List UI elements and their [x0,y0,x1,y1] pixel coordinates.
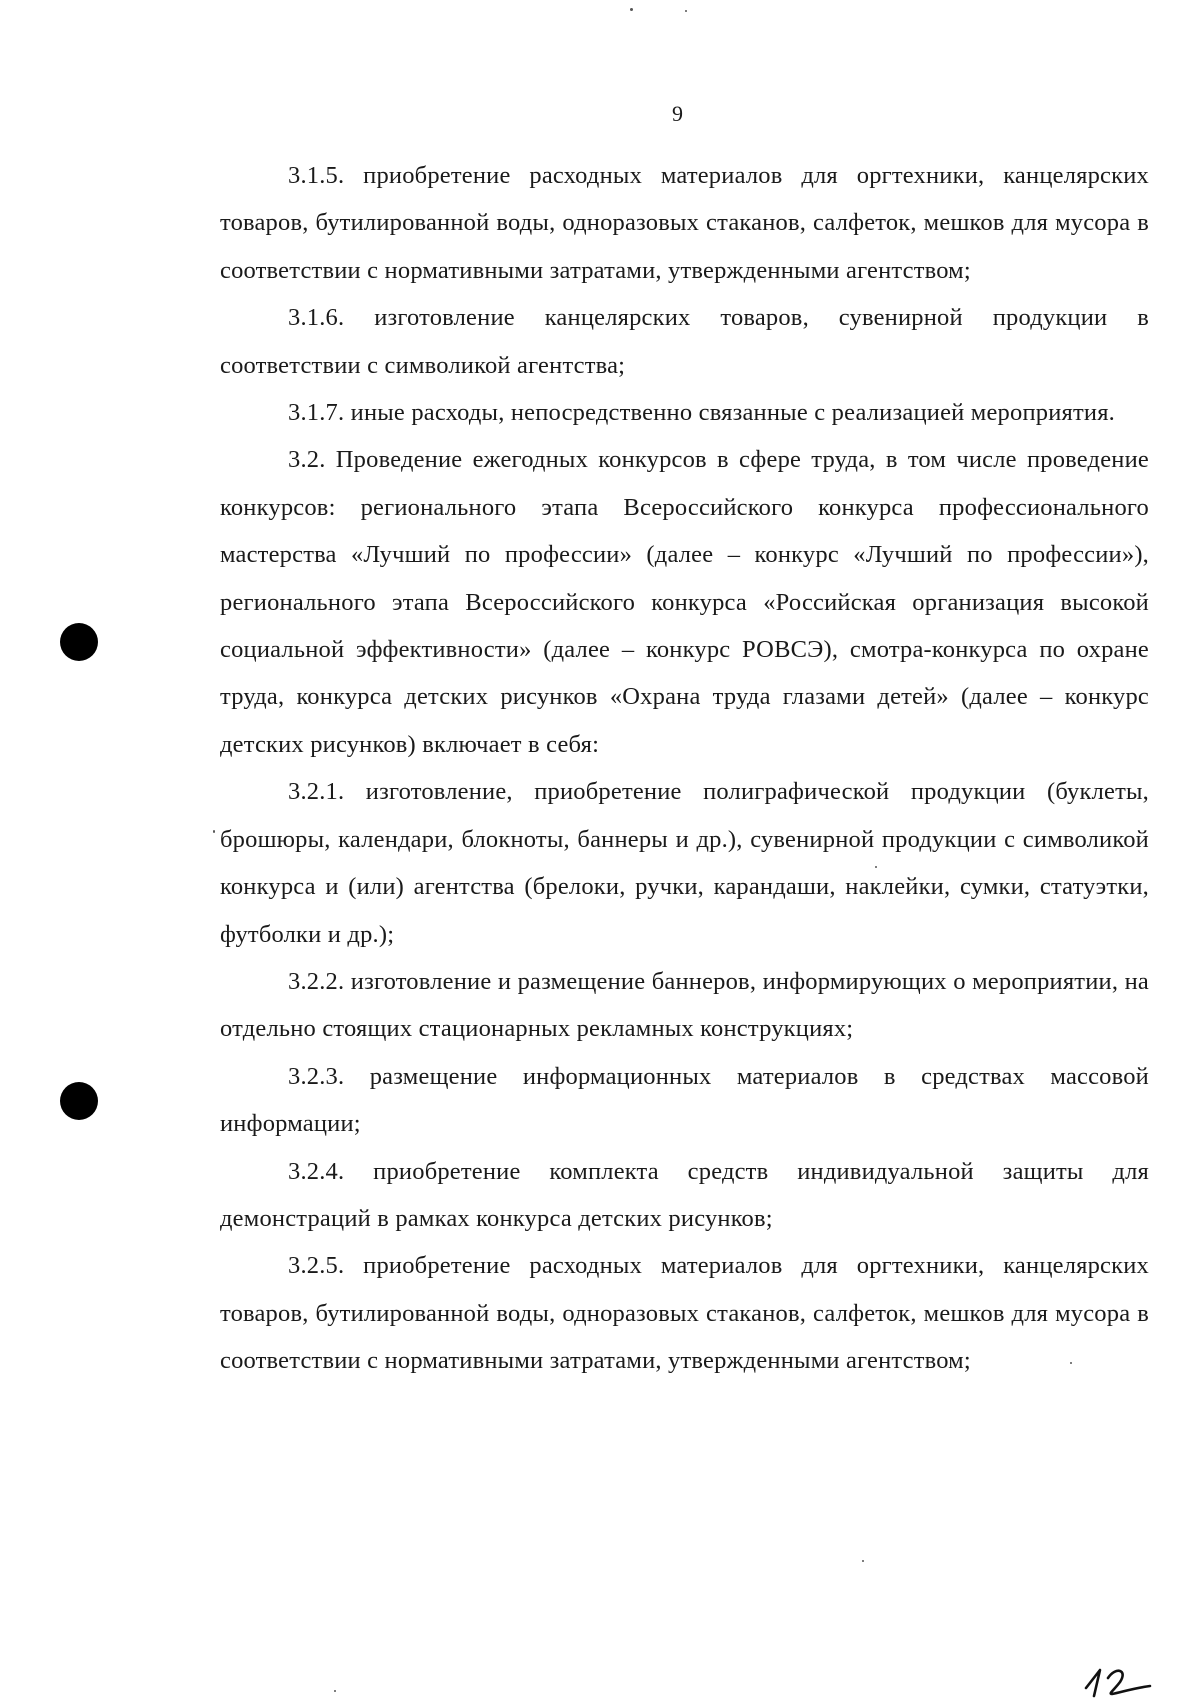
paragraph-3-1-5: 3.1.5. приобретение расходных материалов для оргтехники, канцелярских товаров, бутилированной воды, одноразовых стаканов, салфеток, мешков для мусора в соответствии с нормативными затратами, утвержденными агентством; [220,162,1149,284]
punch-hole-icon [60,1082,98,1120]
scan-speck [875,866,877,868]
paragraph-3-2-1: 3.2.1. изготовление, приобретение полиграфической продукции (буклеты, брошюры, календари, блокноты, баннеры и др.), сувенирной продукции с символикой конкурса и (или) агентства (брелоки, ручки, карандаши, наклейки, сумки, статуэтки, футболки и др.); [220,778,1149,948]
paragraph-3-2-2: 3.2.2. изготовление и размещение баннеров, информирующих о мероприятии, на отдельно стоящих стационарных рекламных конструкциях; [220,967,1149,1043]
scan-speck [334,1690,336,1692]
paragraph-3-2-4: 3.2.4. приобретение комплекта средств индивидуальной защиты для демонстраций в рамках конкурса детских рисунков; [220,1157,1149,1232]
page-number: 9 [672,101,683,126]
scan-speck [1070,1362,1072,1364]
scan-speck [213,830,215,833]
scan-speck [862,1560,864,1562]
paragraph-3-2-5: 3.2.5. приобретение расходных материалов для оргтехники, канцелярских товаров, бутилированной воды, одноразовых стаканов, салфеток, мешков для мусора в соответствии с нормативными затратами, утвержденными агентством; [220,1252,1149,1375]
document-body [220,152,1149,1385]
scan-speck [685,10,687,12]
paragraph-3-2: 3.2. Проведение ежегодных конкурсов в сфере труда, в том числе проведение конкурсов: регионального этапа Всероссийского конкурса профессионального мастерства «Лучший по профессии» (далее – конкурс «Лучший по профессии»), регионального этапа Всероссийского конкурса «Российская организация высокой социальной эффективности» (далее – конкурс РОВСЭ), смотра-конкурса по охране труда, конкурса детских рисунков «Охрана труда глазами детей» (далее – конкурс детских рисунков) включает в себя: [220,446,1149,758]
paragraph-3-1-7: 3.1.7. иные расходы, непосредственно связанные с реализацией мероприятия. [288,399,1116,427]
scan-speck [630,8,633,11]
paragraph-3-2-3: 3.2.3. размещение информационных материалов в средствах массовой информации; [220,1062,1149,1138]
handwritten-page-number-icon [1078,1658,1156,1702]
paragraph-3-1-6: 3.1.6. изготовление канцелярских товаров, сувенирной продукции в соответствии с символикой агентства; [220,304,1149,379]
punch-hole-icon [60,623,98,661]
